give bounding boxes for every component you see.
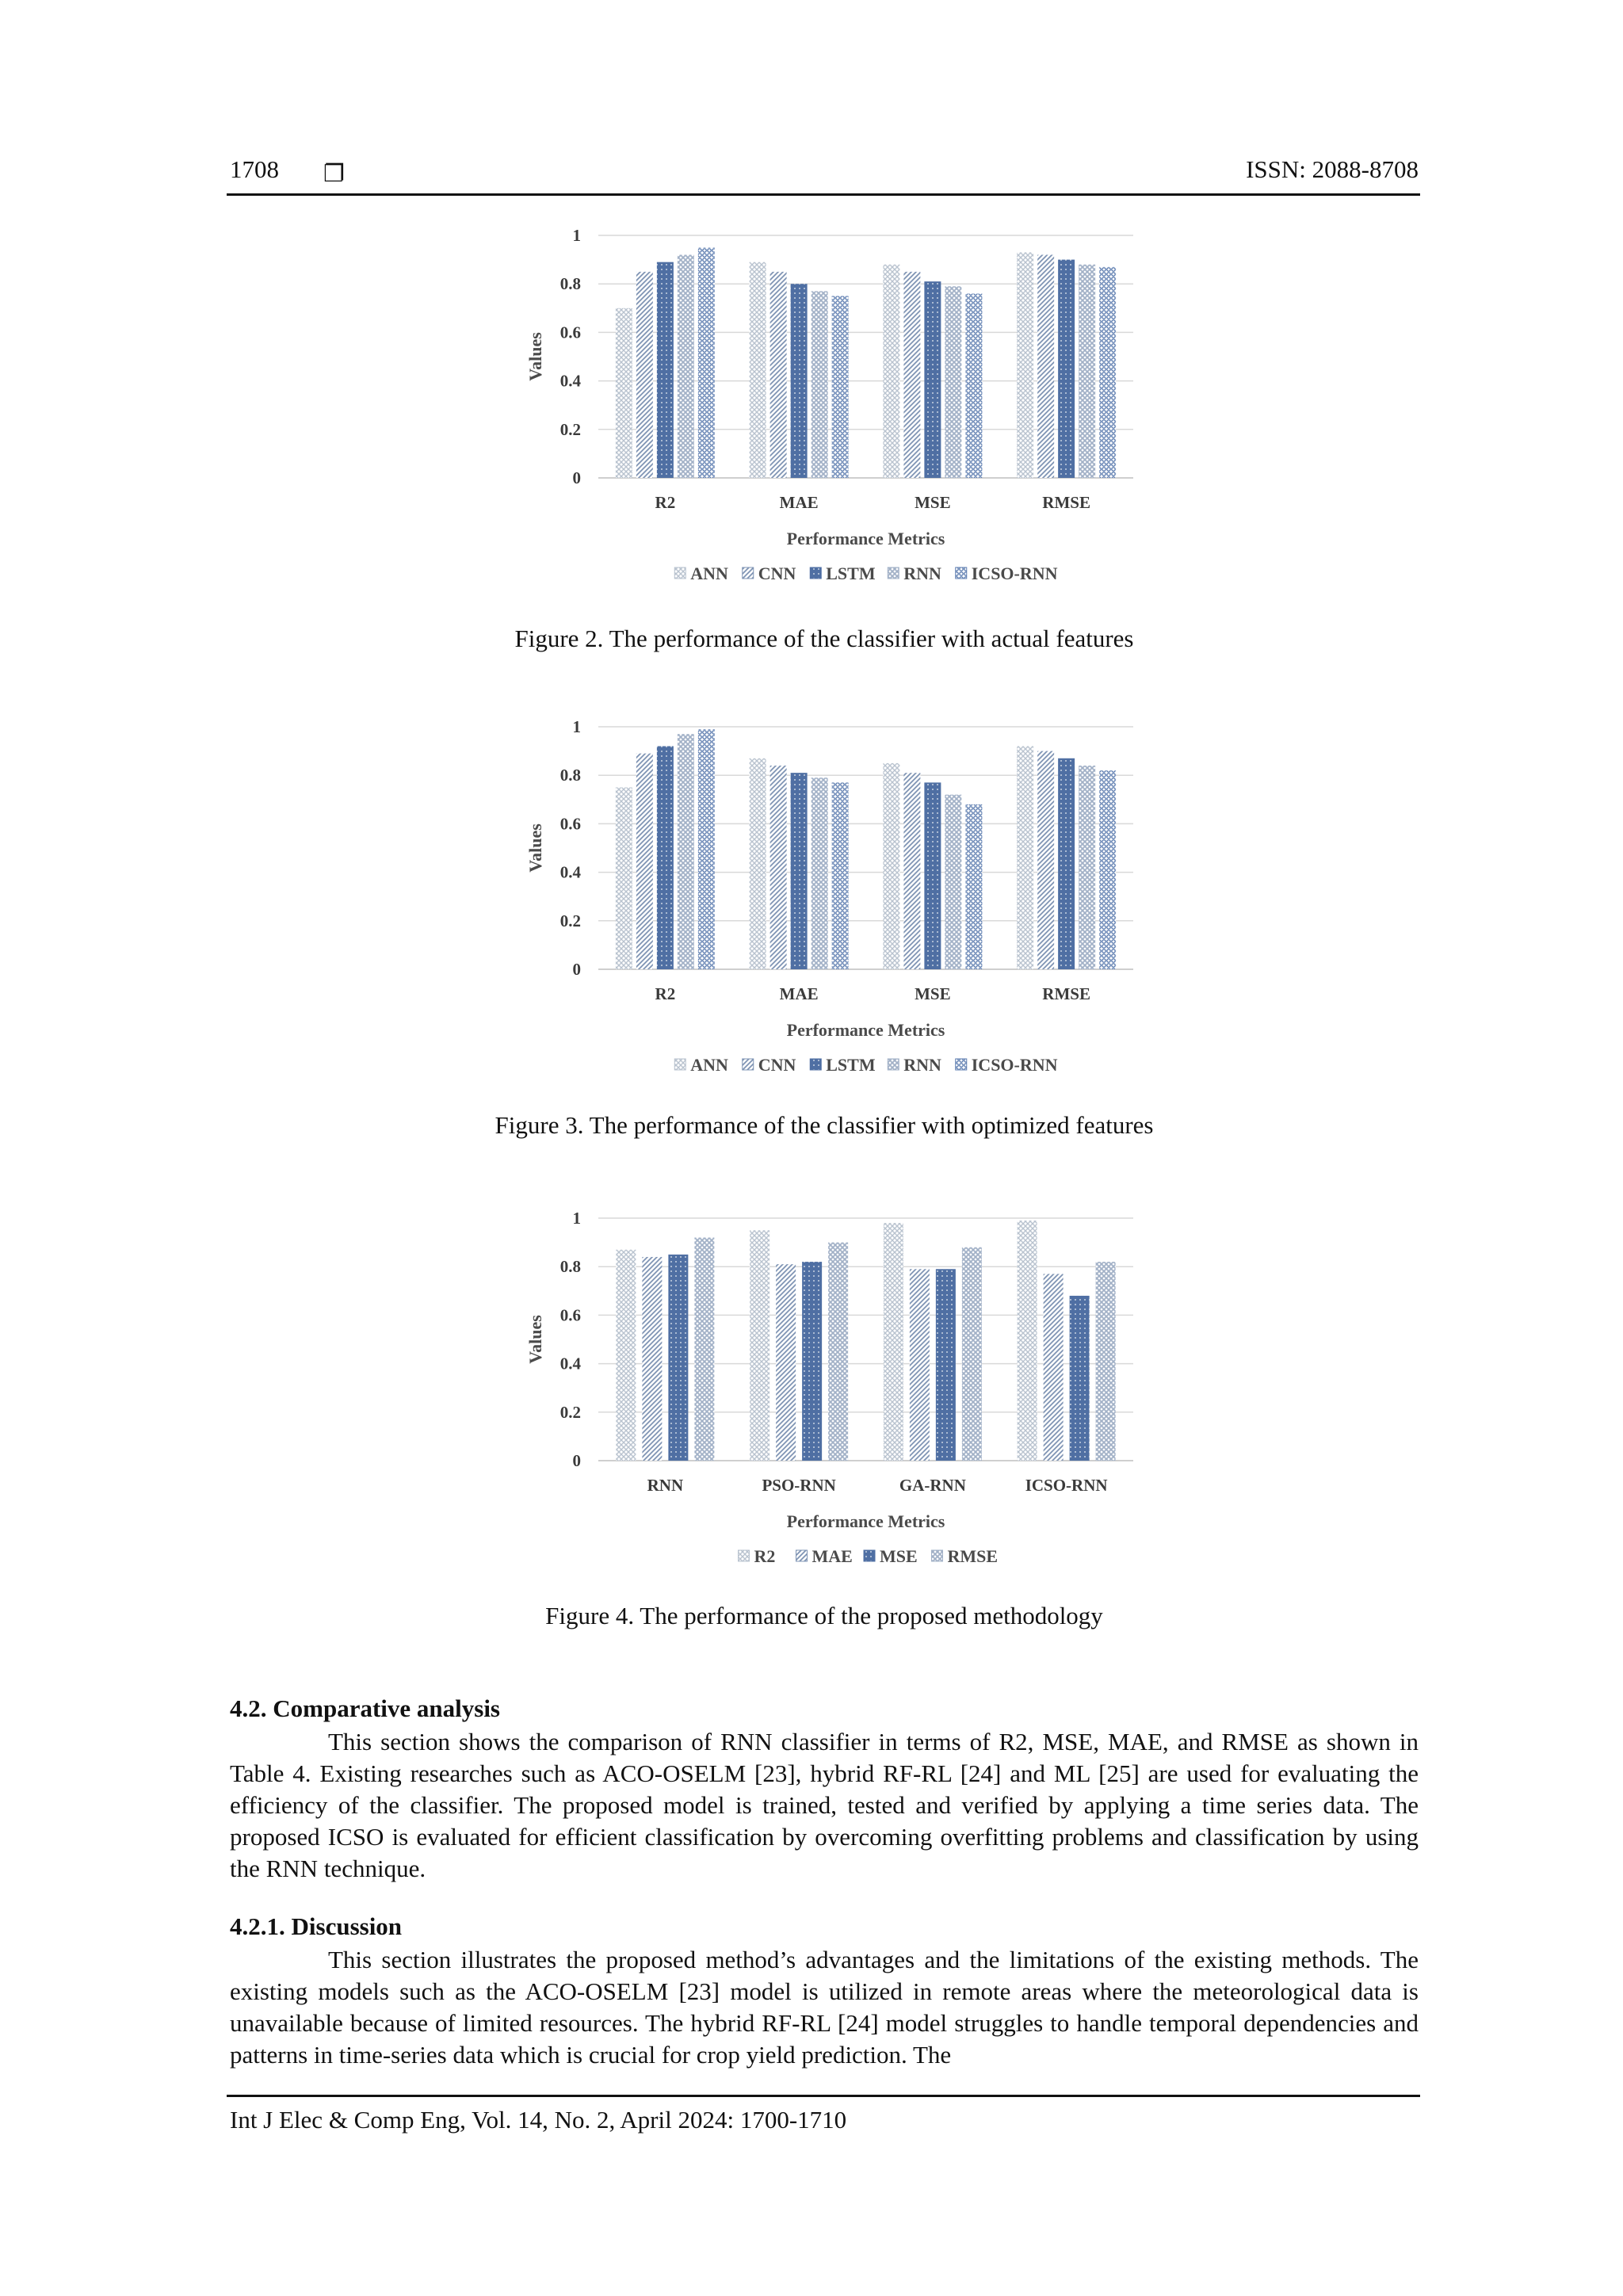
y-tick-label: 0 <box>572 960 581 979</box>
legend-label: ANN <box>690 1055 728 1075</box>
x-axis-label: Performance Metrics <box>786 1511 945 1531</box>
bar-r2-lstm <box>657 746 674 969</box>
bar-rmse-ann <box>1017 746 1033 969</box>
bar-mse-icso-rnn <box>965 804 982 969</box>
legend-swatch <box>956 1059 967 1070</box>
bar-pso-rnn-mse <box>802 1262 822 1461</box>
x-tick-label: MAE <box>779 493 819 512</box>
issn: ISSN: 2088-8708 <box>1246 155 1419 183</box>
bar-rmse-ann <box>1017 252 1033 478</box>
bar-r2-ann <box>616 308 632 478</box>
page-header <box>230 155 1419 193</box>
section-heading: 4.2. Comparative analysis <box>230 1694 500 1722</box>
bar-ga-rnn-mse <box>936 1269 956 1461</box>
bar-r2-ann <box>616 788 632 970</box>
y-tick-label: 0.4 <box>559 1354 581 1373</box>
figure-4-svg <box>507 1193 1157 1573</box>
y-tick-label: 0.4 <box>559 371 581 391</box>
legend-label: RMSE <box>947 1546 999 1566</box>
bar-mse-cnn <box>903 272 920 478</box>
y-tick-label: 0 <box>572 468 581 487</box>
x-axis-label: Performance Metrics <box>786 1020 945 1040</box>
legend-item-icso-rnn <box>956 563 1058 583</box>
legend-label: MAE <box>812 1546 853 1566</box>
y-tick-label: 0.4 <box>559 862 581 882</box>
bar-pso-rnn-mae <box>776 1264 796 1461</box>
bar-rmse-rnn <box>1079 265 1095 478</box>
legend-item-r2 <box>739 1546 776 1566</box>
legend-label: CNN <box>758 1055 796 1075</box>
bar-icso-rnn-r2 <box>1018 1221 1037 1461</box>
bar-mae-icso-rnn <box>832 782 849 969</box>
figure-3-chart <box>507 701 1157 1082</box>
legend-swatch <box>674 1059 685 1070</box>
bar-rmse-rnn <box>1079 766 1095 969</box>
bar-pso-rnn-r2 <box>750 1230 769 1461</box>
legend-item-mae <box>796 1546 853 1566</box>
bar-mae-icso-rnn <box>832 296 849 479</box>
legend-label: R2 <box>754 1546 776 1566</box>
legend-swatch <box>810 1059 821 1070</box>
bar-icso-rnn-mae <box>1044 1274 1064 1461</box>
y-tick-label: 1 <box>572 1209 581 1228</box>
legend-item-rmse <box>932 1546 999 1566</box>
x-tick-label: MAE <box>779 984 819 1003</box>
y-tick-label: 0.2 <box>559 1402 581 1422</box>
bar-mse-lstm <box>924 281 941 478</box>
legend-item-rnn <box>888 1055 941 1075</box>
y-tick-label: 0.2 <box>559 911 581 930</box>
y-axis-label: Values <box>525 1315 545 1364</box>
bar-r2-rnn <box>678 254 694 478</box>
legend-label: RNN <box>903 1055 941 1075</box>
y-tick-label: 0.8 <box>559 1257 581 1277</box>
bar-rnn-rmse <box>694 1237 714 1461</box>
legend-swatch <box>864 1550 875 1561</box>
legend-label: ANN <box>690 563 728 583</box>
figure-2-chart <box>507 210 1157 590</box>
bar-mse-ann <box>883 763 899 969</box>
legend-item-rnn <box>888 563 941 583</box>
bar-mae-cnn <box>770 272 787 478</box>
bar-rnn-mse <box>668 1255 688 1461</box>
bar-mae-cnn <box>770 766 787 969</box>
x-tick-label: PSO-RNN <box>762 1476 836 1495</box>
legend-swatch <box>674 567 685 579</box>
legend-swatch <box>810 567 821 579</box>
legend-swatch <box>888 1059 899 1070</box>
page-number: 1708 <box>230 155 279 183</box>
x-tick-label: R2 <box>655 493 676 512</box>
subsection-heading: 4.2.1. Discussion <box>230 1912 403 1940</box>
y-tick-label: 0.2 <box>559 419 581 439</box>
legend-label: ICSO-RNN <box>971 563 1058 583</box>
x-tick-label: RMSE <box>1042 493 1090 512</box>
legend-item-lstm <box>810 1055 876 1075</box>
bar-rmse-icso-rnn <box>1099 770 1116 969</box>
legend-label: LSTM <box>826 563 876 583</box>
subsection-paragraph: This section illustrates the proposed method’s advantages and the limitations of the existing methods. The existing models such as the ACO-OSELM [23] model is utilized in remote areas where the meteorological data is unavailable because of limited resources. The hybrid RF-RL [24] model struggles to handle temporal dependencies and patterns in time-series data which is crucial for crop yield prediction. The <box>230 1946 1419 2069</box>
legend-label: RNN <box>903 563 941 583</box>
legend-item-cnn <box>743 1055 796 1075</box>
y-tick-label: 1 <box>572 226 581 245</box>
bar-mae-ann <box>750 262 766 478</box>
bar-rmse-cnn <box>1037 254 1054 478</box>
bar-r2-icso-rnn <box>698 247 715 478</box>
y-axis-label: Values <box>525 332 545 381</box>
bar-mae-rnn <box>812 777 828 969</box>
bar-mae-rnn <box>812 291 828 478</box>
header-rule <box>227 193 1420 196</box>
bar-rmse-cnn <box>1037 751 1054 969</box>
x-axis-label: Performance Metrics <box>786 529 945 548</box>
bar-rmse-lstm <box>1058 758 1075 969</box>
legend-item-ann <box>674 563 728 583</box>
bar-mse-rnn <box>945 795 961 969</box>
legend-item-ann <box>674 1055 728 1075</box>
bar-mse-lstm <box>924 782 941 969</box>
bar-r2-cnn <box>636 754 653 969</box>
bar-r2-rnn <box>678 734 694 969</box>
bar-mse-cnn <box>903 773 920 969</box>
figure-2-svg <box>507 210 1157 590</box>
figure-3-svg <box>507 701 1157 1082</box>
x-tick-label: RNN <box>647 1476 684 1495</box>
figure-3-caption: Figure 3. The performance of the classifier with optimized features <box>495 1111 1154 1139</box>
y-axis-label: Values <box>525 823 545 873</box>
legend-item-mse <box>864 1546 918 1566</box>
bar-r2-cnn <box>636 272 653 478</box>
legend-item-icso-rnn <box>956 1055 1058 1075</box>
bar-r2-lstm <box>657 262 674 478</box>
legend-swatch <box>743 567 754 579</box>
bar-mse-rnn <box>945 286 961 478</box>
bar-rnn-mae <box>642 1257 662 1461</box>
y-tick-label: 1 <box>572 717 581 736</box>
legend-swatch <box>956 567 967 579</box>
bar-mae-lstm <box>791 773 808 969</box>
bar-mae-lstm <box>791 284 808 478</box>
legend-swatch <box>932 1550 943 1561</box>
bar-mse-icso-rnn <box>965 293 982 478</box>
x-tick-label: MSE <box>915 984 951 1003</box>
section-paragraph: This section shows the comparison of RNN classifier in terms of R2, MSE, MAE, and RMSE as shown in Table 4. Existing researches such as ACO-OSELM [23], hybrid RF-RL [24] and ML [25] are used for evaluating the efficiency of the classifier. The proposed model is trained, tested and verified by applying a time series data. The proposed ICSO is evaluated for efficient classification by overcoming overfitting problems and classification by using the RNN technique. <box>230 1728 1419 1882</box>
legend-label: LSTM <box>826 1055 876 1075</box>
legend-label: CNN <box>758 563 796 583</box>
legend-item-lstm <box>810 563 876 583</box>
legend-swatch <box>739 1550 750 1561</box>
footer-rule <box>227 2095 1420 2097</box>
x-tick-label: R2 <box>655 984 676 1003</box>
y-tick-label: 0.8 <box>559 766 581 785</box>
y-tick-label: 0.6 <box>559 814 581 834</box>
bar-rmse-icso-rnn <box>1099 267 1116 478</box>
bar-mse-ann <box>883 265 899 478</box>
bar-rmse-lstm <box>1058 260 1075 478</box>
bar-ga-rnn-rmse <box>962 1247 982 1461</box>
y-tick-label: 0 <box>572 1451 581 1470</box>
bar-icso-rnn-rmse <box>1096 1262 1116 1461</box>
figure-4-caption: Figure 4. The performance of the proposed methodology <box>545 1602 1103 1629</box>
legend-swatch <box>743 1059 754 1070</box>
bar-r2-icso-rnn <box>698 729 715 969</box>
x-tick-label: GA-RNN <box>899 1476 966 1495</box>
legend-label: ICSO-RNN <box>971 1055 1058 1075</box>
bar-ga-rnn-r2 <box>884 1223 903 1461</box>
bar-pso-rnn-rmse <box>828 1243 848 1461</box>
page-footer: Int J Elec & Comp Eng, Vol. 14, No. 2, April 2024: 1700-1710 <box>230 2106 847 2134</box>
bar-mae-ann <box>750 758 766 969</box>
box-symbol-icon: ❐ <box>323 161 345 187</box>
bar-rnn-r2 <box>616 1250 636 1461</box>
legend-swatch <box>888 567 899 579</box>
bar-icso-rnn-mse <box>1070 1296 1090 1461</box>
legend-label: MSE <box>880 1546 918 1566</box>
x-tick-label: ICSO-RNN <box>1025 1476 1108 1495</box>
figure-4-chart <box>507 1193 1157 1573</box>
y-tick-label: 0.6 <box>559 323 581 342</box>
legend-swatch <box>796 1550 808 1561</box>
y-tick-label: 0.6 <box>559 1305 581 1325</box>
y-tick-label: 0.8 <box>559 274 581 294</box>
x-tick-label: MSE <box>915 493 951 512</box>
figure-2-caption: Figure 2. The performance of the classifier with actual features <box>514 625 1134 652</box>
bar-ga-rnn-mae <box>910 1269 930 1461</box>
x-tick-label: RMSE <box>1042 984 1090 1003</box>
legend-item-cnn <box>743 563 796 583</box>
